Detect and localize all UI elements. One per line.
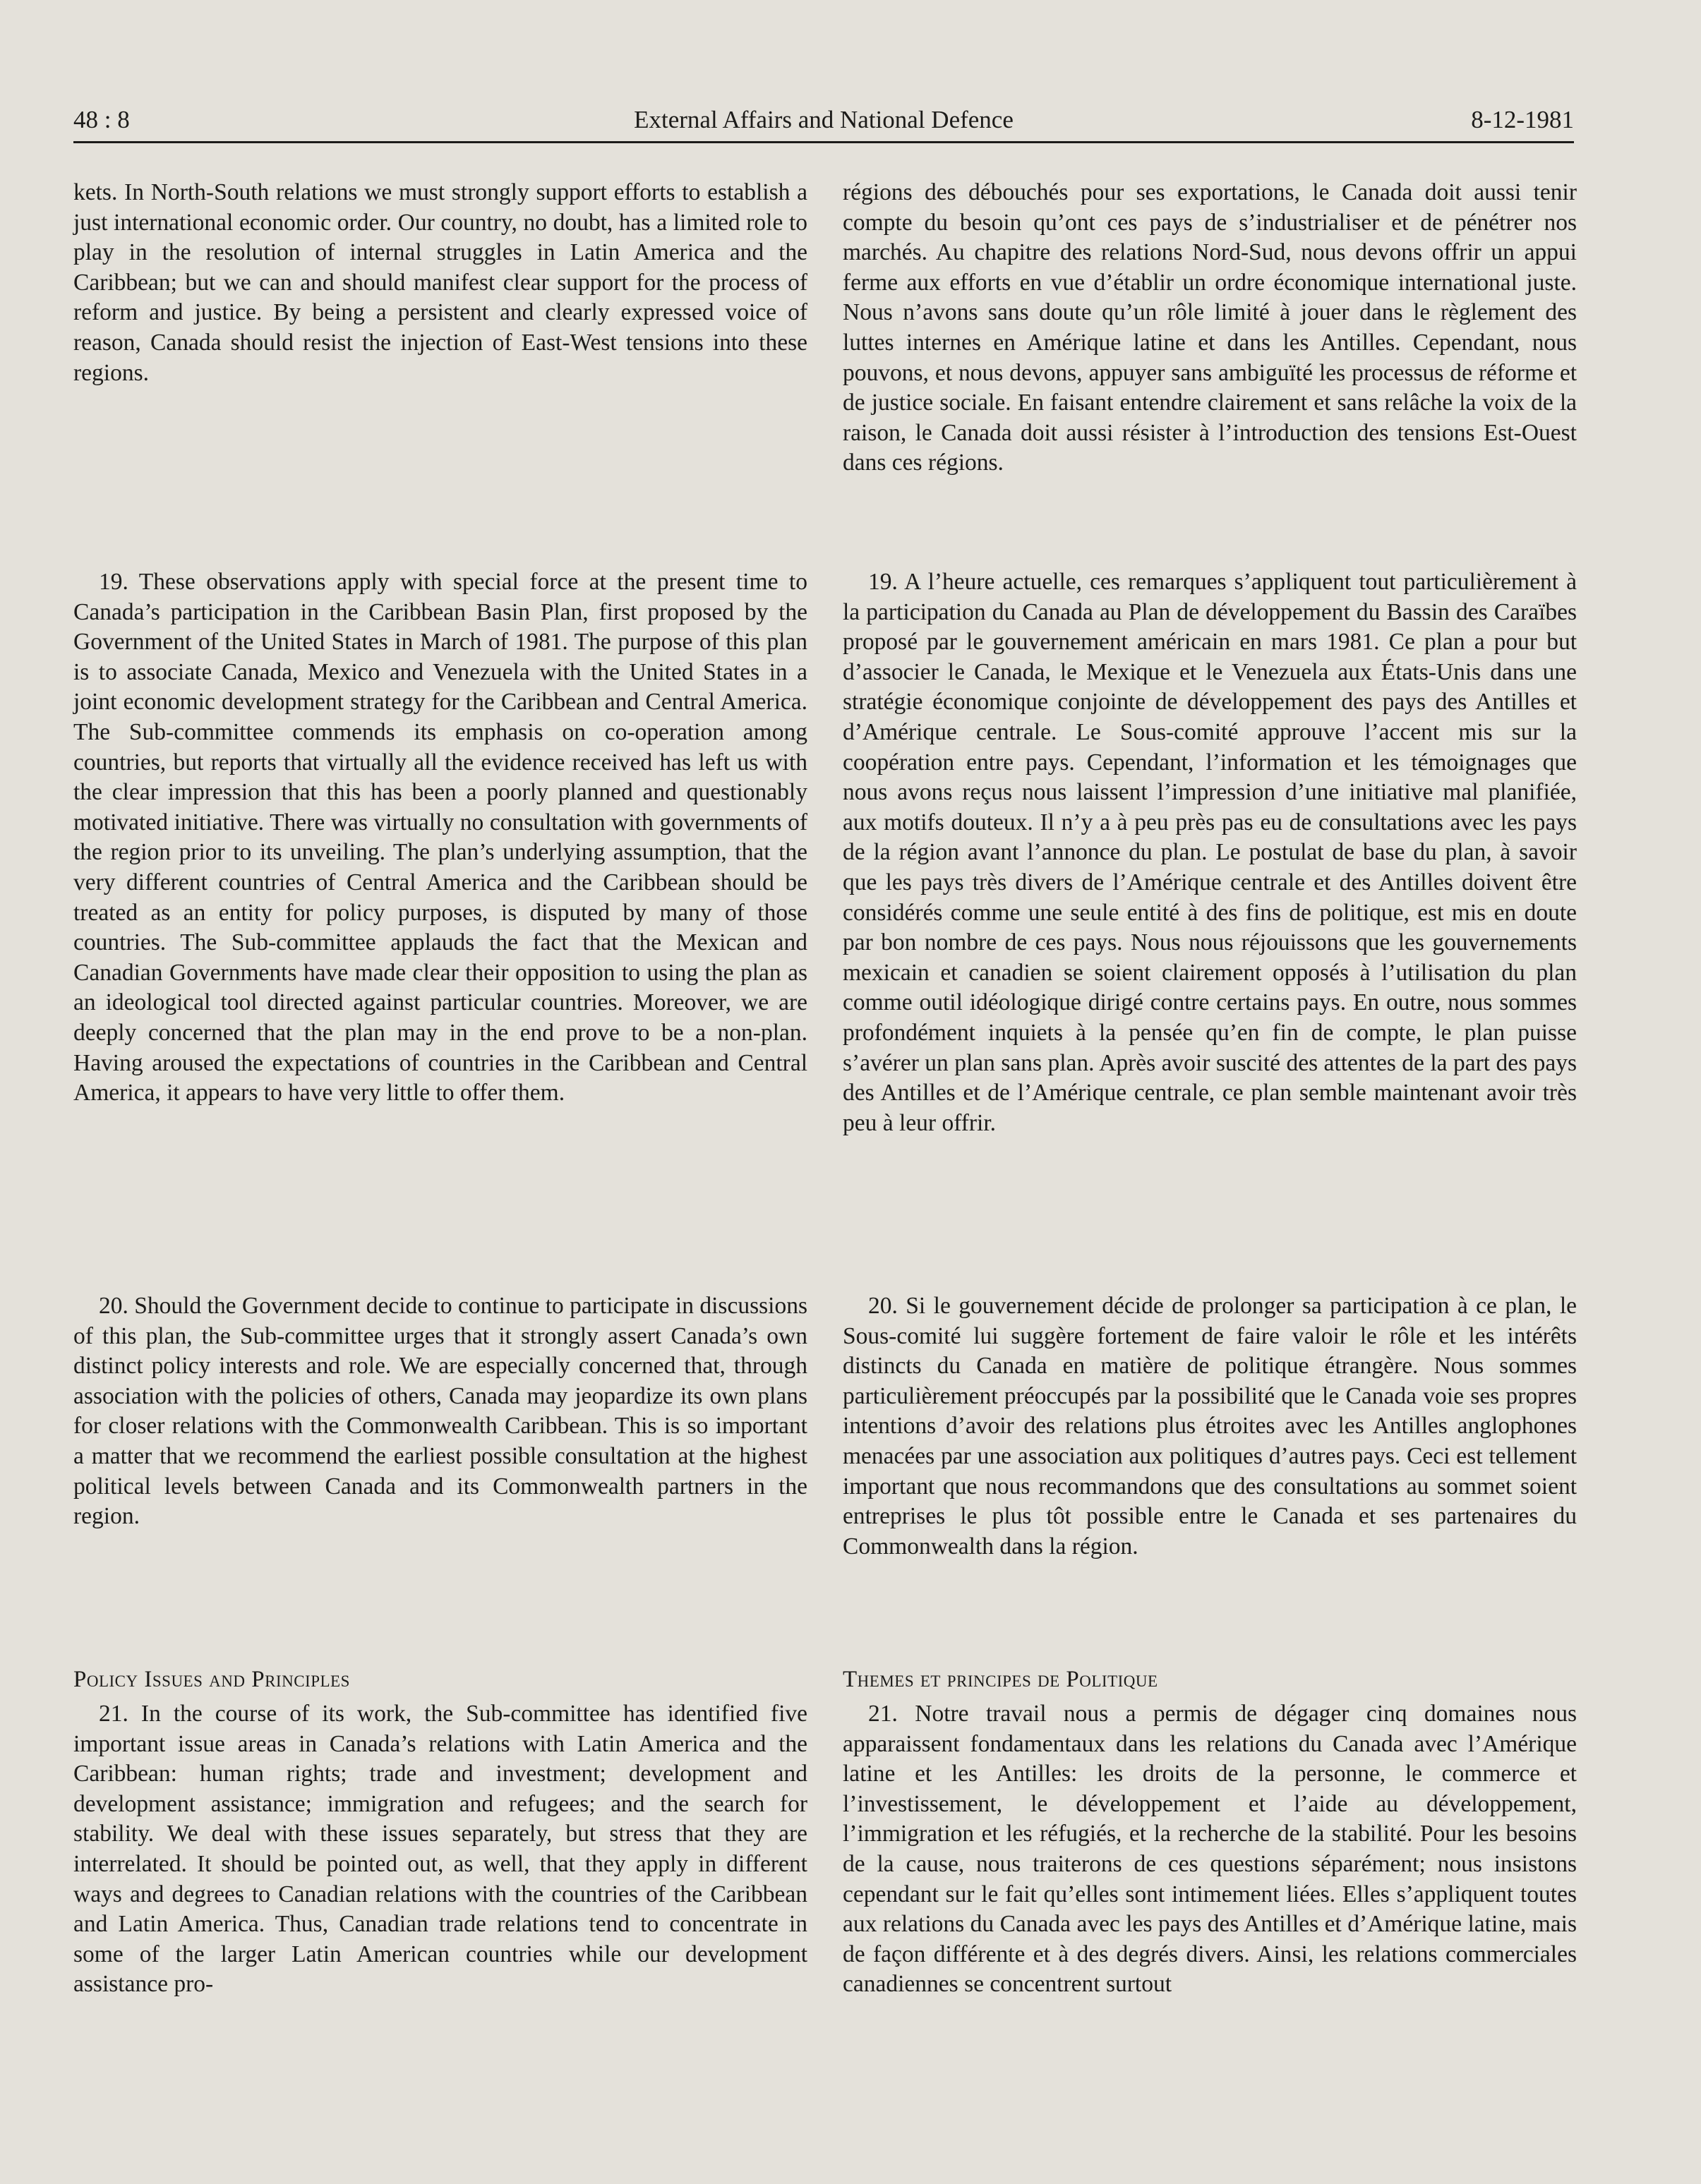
running-title: External Affairs and National Defence	[634, 106, 1014, 133]
french-paragraph-continued: régions des débouchés pour ses exportations, le Canada doit aussi tenir compte du besoin qu’ont ces pays de s’industrialiser et de pénétrer nos marchés. Au chapitre des relations Nord-Sud, nous devons offrir un appui ferme aux efforts en vue d’établir un ordre économique international juste. Nous n’avons sans doute qu’un rôle limité à jouer dans le règlement des luttes internes en Amérique latine et dans les Antilles. Cependant, nous pouvons, et nous devons, appuyer sans ambiguïté les processus de réforme et de justice sociale. En faisant entendre clairement et sans relâche la voix de la raison, le Canada doit aussi résister à l’introduction des tensions Est-Ouest dans ces régions.	[843, 179, 1577, 476]
page-header	[73, 104, 1574, 143]
english-paragraph-19: 19. These observations apply with special force at the present time to Canada’s participation in the Caribbean Basin Plan, first proposed by the Government of the United States in March of 1981. The purpose of this plan is to associate Canada, Mexico and Venezuela with the United States in a joint economic development strategy for the Caribbean and Central America. The Sub-committee commends its emphasis on co-operation among countries, but reports that virtually all the evidence received has left us with the clear impression that this has been a poorly planned and questionably motivated initiative. There was virtually no consultation with governments of the region prior to its unveiling. The plan’s underlying assumption, that the very different countries of Central America and the Caribbean should be treated as an entity for policy purposes, is disputed by many of those countries. The Sub-committee applauds the fact that the Mexican and Canadian Governments have made clear their opposition to using the plan as an ideological tool directed against particular countries. Moreover, we are deeply concerned that the plan may in the end prove to be a non-plan. Having aroused the expectations of countries in the Caribbean and Central America, it appears to have very little to offer them.	[73, 569, 807, 1106]
english-paragraph-continued: kets. In North-South relations we must strongly support efforts to establish a just international economic order. Our country, no doubt, has a limited role to play in the resolution of internal struggles in Latin America and the Caribbean; but we can and should manifest clear support for the process of reform and justice. By being a persistent and clearly expressed voice of reason, Canada should resist the injection of East-West tensions into these regions.	[73, 179, 807, 386]
english-section-heading: Policy Issues and Principles	[73, 1667, 350, 1692]
french-paragraph-20: 20. Si le gouvernement décide de prolonger sa participation à ce plan, le Sous-comité lui suggère fortement de faire valoir le rôle et les intérêts distincts du Canada en matière de politique étrangère. Nous sommes particulièrement préoccupés par la possibilité que le Canada voie ses propres intentions d’avoir des relations plus étroites avec les Antilles anglophones menacées par une association aux politiques d’autres pays. Ceci est tellement important que nous recommandons que des consultations au sommet soient entreprises le plus tôt possible entre le Canada et ses partenaires du Commonwealth dans la région.	[843, 1293, 1577, 1559]
page-number: 48 : 8	[73, 106, 130, 133]
header-date: 8-12-1981	[1471, 106, 1574, 133]
french-paragraph-21: 21. Notre travail nous a permis de dégager cinq domaines nous apparaissent fondamentaux dans les relations du Canada avec l’Amérique latine et les Antilles: les droits de la personne, le commerce et l’investissement, le développement et l’aide au développement, l’immigration et les réfugiés, et la recherche de la stabilité. Pour les besoins de la cause, nous traiterons de ces questions séparément; nous insistons cependant sur le fait qu’elles sont intimement liées. Elles s’appliquent toutes aux relations du Canada avec les pays des Antilles et d’Amérique latine, mais de façon différente et à des degrés divers. Ainsi, les relations commerciales canadiennes se concentrent surtout	[843, 1701, 1577, 1998]
english-paragraph-20: 20. Should the Government decide to continue to participate in discussions of this plan, the Sub-committee urges that it strongly assert Canada’s own distinct policy interests and role. We are especially concerned that, through association with the policies of others, Canada may jeopardize its own plans for closer relations with the Commonwealth Caribbean. This is so important a matter that we recommend the earliest possible consultation at the highest political levels between Canada and its Commonwealth partners in the region.	[73, 1293, 807, 1530]
french-section-heading: Themes et principes de Politique	[843, 1667, 1158, 1692]
french-paragraph-19: 19. A l’heure actuelle, ces remarques s’appliquent tout particulièrement à la participation du Canada au Plan de développement du Bassin des Caraïbes proposé par le gouvernement américain en mars 1981. Ce plan a pour but d’associer le Canada, le Mexique et le Venezuela aux États-Unis dans une stratégie économique conjointe de développement des pays des Antilles et d’Amérique centrale. Le Sous-comité approuve l’accent mis sur la coopération entre pays. Cependant, l’information et les témoignages que nous avons reçus nous laissent l’impression d’une initiative mal planifiée, aux motifs douteux. Il n’y a à peu près pas eu de consultations avec les pays de la région avant l’annonce du plan. Le postulat de base du plan, à savoir que les pays très divers de l’Amérique centrale et des Antilles doivent être considérés comme une seule entité à des fins de politique, est mis en doute par bon nombre de ces pays. Nous nous réjouissons que les gouvernements mexicain et canadien se soient clairement opposés à l’utilisation du plan comme outil idéologique dirigé contre certains pays. En outre, nous sommes profondément inquiets à la pensée qu’en fin de compte, le plan puisse s’avérer un plan sans plan. Après avoir suscité des attentes de la part des pays des Antilles et de l’Amérique centrale, ce plan semble maintenant avoir très peu à leur offrir.	[843, 569, 1577, 1136]
english-paragraph-21: 21. In the course of its work, the Sub-committee has identified five important issue areas in Canada’s relations with Latin America and the Caribbean: human rights; trade and investment; development and development assistance; immigration and refugees; and the search for stability. We deal with these issues separately, but stress that they are interrelated. It should be pointed out, as well, that they apply in different ways and degrees to Canadian relations with the countries of the Caribbean and Latin America. Thus, Canadian trade relations tend to concentrate in some of the larger Latin American countries while our development assistance pro-	[73, 1701, 807, 1998]
